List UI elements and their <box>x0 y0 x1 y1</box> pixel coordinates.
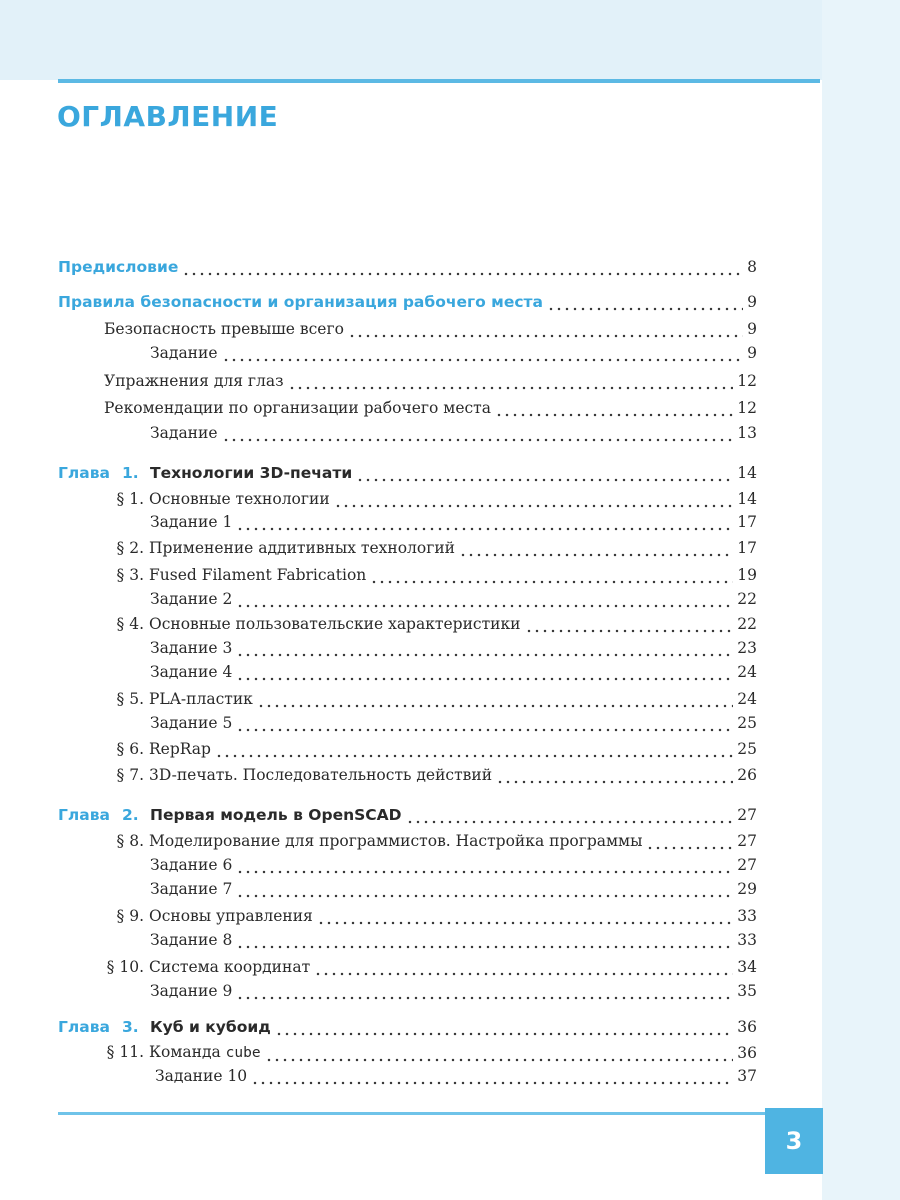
dot-leader <box>257 689 733 709</box>
toc-page-number: 9 <box>747 320 757 338</box>
toc-page-number: 29 <box>737 880 757 898</box>
dot-leader <box>236 981 733 1001</box>
chapter-title: Технологии 3D-печати <box>150 464 353 482</box>
toc-entry-label: Задание 2 <box>150 590 233 608</box>
section-number: § 2. <box>116 539 144 557</box>
toc-entry-task[interactable] <box>150 928 757 950</box>
toc-section[interactable] <box>96 829 757 851</box>
toc-section[interactable] <box>96 763 757 785</box>
toc-entry-task[interactable] <box>150 636 757 658</box>
dot-leader <box>236 930 733 950</box>
section-number: § 4. <box>116 615 144 633</box>
toc-entry-label: Задание 9 <box>150 982 233 1000</box>
toc-page-number: 22 <box>737 615 757 633</box>
dot-leader <box>222 343 744 363</box>
toc-entry-label: Задание 4 <box>150 663 233 681</box>
chapter-number: 3. <box>122 1018 139 1036</box>
toc-entry-task[interactable] <box>155 1064 757 1086</box>
dot-leader <box>236 713 733 733</box>
dot-leader <box>288 371 734 391</box>
toc-entry-preface[interactable] <box>58 255 757 277</box>
section-number: § 7. <box>116 766 144 784</box>
page-number-badge: 3 <box>765 1108 823 1174</box>
dot-leader <box>525 614 734 634</box>
dot-leader <box>314 957 733 977</box>
section-number: § 5. <box>116 690 144 708</box>
dot-leader <box>251 1066 733 1086</box>
section-number: § 6. <box>116 740 144 758</box>
toc-page-number: 9 <box>747 293 757 311</box>
dot-leader <box>646 831 733 851</box>
toc-page-number: 12 <box>737 372 757 390</box>
toc-entry-label: Рекомендации по организации рабочего места <box>104 399 491 417</box>
dot-leader <box>459 538 733 558</box>
toc-entry-label: PLA-пластик <box>149 690 253 708</box>
toc-entry-label: Задание 7 <box>150 880 233 898</box>
dot-leader <box>356 463 733 483</box>
dot-leader <box>236 662 733 682</box>
toc-page-number: 12 <box>737 399 757 417</box>
toc-page-number: 25 <box>737 714 757 732</box>
toc-page-number: 27 <box>737 806 757 824</box>
toc-entry-task[interactable] <box>150 510 757 532</box>
toc-entry[interactable] <box>104 369 757 391</box>
toc-section[interactable] <box>96 1041 757 1063</box>
toc-entry-task[interactable] <box>150 421 757 443</box>
toc-page-number: 26 <box>737 766 757 784</box>
toc-entry-task[interactable] <box>150 979 757 1001</box>
chapter-word: Глава <box>58 1018 110 1036</box>
toc-page-number: 24 <box>737 690 757 708</box>
toc-entry-label: Задание 6 <box>150 856 233 874</box>
toc-entry-label: Безопасность превыше всего <box>104 320 344 338</box>
dot-leader <box>236 512 733 532</box>
toc-page-number: 17 <box>737 513 757 531</box>
toc-entry-label: Команда <box>149 1043 226 1061</box>
toc-entry[interactable] <box>104 317 757 339</box>
dot-leader <box>370 565 733 585</box>
section-number: § 1. <box>116 490 144 508</box>
toc-page-number: 33 <box>737 931 757 949</box>
section-number: § 9. <box>116 907 144 925</box>
toc-chapter-3[interactable] <box>58 1015 757 1037</box>
bottom-divider <box>58 1112 780 1115</box>
toc-entry-task[interactable] <box>150 853 757 875</box>
dot-leader <box>222 423 734 443</box>
dot-leader <box>182 257 743 277</box>
dot-leader <box>496 765 733 785</box>
dot-leader <box>495 398 733 418</box>
toc-page-number: 14 <box>737 490 757 508</box>
toc-entry-label: Упражнения для глаз <box>104 372 284 390</box>
toc-entry-label: Задание 8 <box>150 931 233 949</box>
toc-page-number: 27 <box>737 832 757 850</box>
toc-section[interactable] <box>96 563 757 585</box>
toc-entry-label: Основные технологии <box>149 490 330 508</box>
dot-leader <box>406 805 734 825</box>
section-number: § 3. <box>116 566 144 584</box>
dot-leader <box>334 489 734 509</box>
dot-leader <box>265 1043 734 1063</box>
toc-section[interactable] <box>96 612 757 634</box>
toc-section[interactable] <box>96 687 757 709</box>
toc-section[interactable] <box>96 955 757 977</box>
toc-page-number: 23 <box>737 639 757 657</box>
toc-page-number: 19 <box>737 566 757 584</box>
dot-leader <box>236 589 733 609</box>
toc-page-number: 9 <box>747 344 757 362</box>
toc-entry-label: Задание <box>150 344 218 362</box>
toc-entry-label: Fused Filament Fabrication <box>149 566 367 584</box>
toc-entry-task[interactable] <box>150 660 757 682</box>
toc-page-number: 35 <box>737 982 757 1000</box>
toc-page-number: 36 <box>737 1018 757 1036</box>
toc-section[interactable] <box>96 536 757 558</box>
toc-entry-label: Система координат <box>149 958 311 976</box>
toc-page-number: 8 <box>747 258 757 276</box>
dot-leader <box>348 319 743 339</box>
section-number: § 11. <box>106 1043 144 1061</box>
chapter-word: Глава <box>58 464 110 482</box>
toc-entry-label: Задание 3 <box>150 639 233 657</box>
dot-leader <box>275 1017 734 1037</box>
chapter-number: 2. <box>122 806 139 824</box>
toc-entry-label: Задание 10 <box>155 1067 248 1085</box>
toc-entry-label: Основные пользовательские характеристики <box>149 615 521 633</box>
dot-leader <box>236 879 733 899</box>
toc-page-number: 14 <box>737 464 757 482</box>
toc-entry-safety[interactable] <box>58 290 757 312</box>
page-title: ОГЛАВЛЕНИЕ <box>57 100 279 133</box>
dot-leader <box>215 739 733 759</box>
toc-section[interactable] <box>96 737 757 759</box>
chapter-word: Глава <box>58 806 110 824</box>
toc-page-number: 25 <box>737 740 757 758</box>
section-number: § 10. <box>106 958 144 976</box>
section-number: § 8. <box>116 832 144 850</box>
toc-entry-label: Предисловие <box>58 258 179 276</box>
toc-page-number: 24 <box>737 663 757 681</box>
toc-entry-label: Основы управления <box>149 907 313 925</box>
toc-section[interactable] <box>96 904 757 926</box>
dot-leader <box>236 855 733 875</box>
dot-leader <box>317 906 733 926</box>
toc-page-number: 33 <box>737 907 757 925</box>
code-keyword: cube <box>225 1045 261 1061</box>
toc-chapter-1[interactable] <box>58 461 757 483</box>
toc-page-number: 37 <box>737 1067 757 1085</box>
chapter-title: Первая модель в OpenSCAD <box>150 806 402 824</box>
toc-entry-label: Задание <box>150 424 218 442</box>
chapter-title: Куб и кубоид <box>150 1018 271 1036</box>
toc-entry-label: Правила безопасности и организация рабочего места <box>58 293 543 311</box>
toc-section[interactable] <box>96 487 757 509</box>
toc-entry-label: RepRap <box>149 740 211 758</box>
toc-entry[interactable] <box>104 396 757 418</box>
toc-page-number: 17 <box>737 539 757 557</box>
toc-page-number: 22 <box>737 590 757 608</box>
toc-entry-task[interactable] <box>150 711 757 733</box>
dot-leader <box>236 638 733 658</box>
toc-page-number: 13 <box>737 424 757 442</box>
toc-entry-task[interactable] <box>150 341 757 363</box>
toc-page-number: 34 <box>737 958 757 976</box>
toc-entry-task[interactable] <box>150 877 757 899</box>
toc-entry-label: Задание 5 <box>150 714 233 732</box>
toc-page-number: 36 <box>737 1044 757 1062</box>
toc-entry-label: Задание 1 <box>150 513 233 531</box>
chapter-number: 1. <box>122 464 139 482</box>
toc-entry-label: 3D-печать. Последовательность действий <box>149 766 493 784</box>
toc-chapter-2[interactable] <box>58 803 757 825</box>
dot-leader <box>547 292 743 312</box>
toc-entry-task[interactable] <box>150 587 757 609</box>
toc-entry-label: Моделирование для программистов. Настройка программы <box>149 832 643 850</box>
toc-entry-label: Применение аддитивных технологий <box>149 539 456 557</box>
toc-page-number: 27 <box>737 856 757 874</box>
